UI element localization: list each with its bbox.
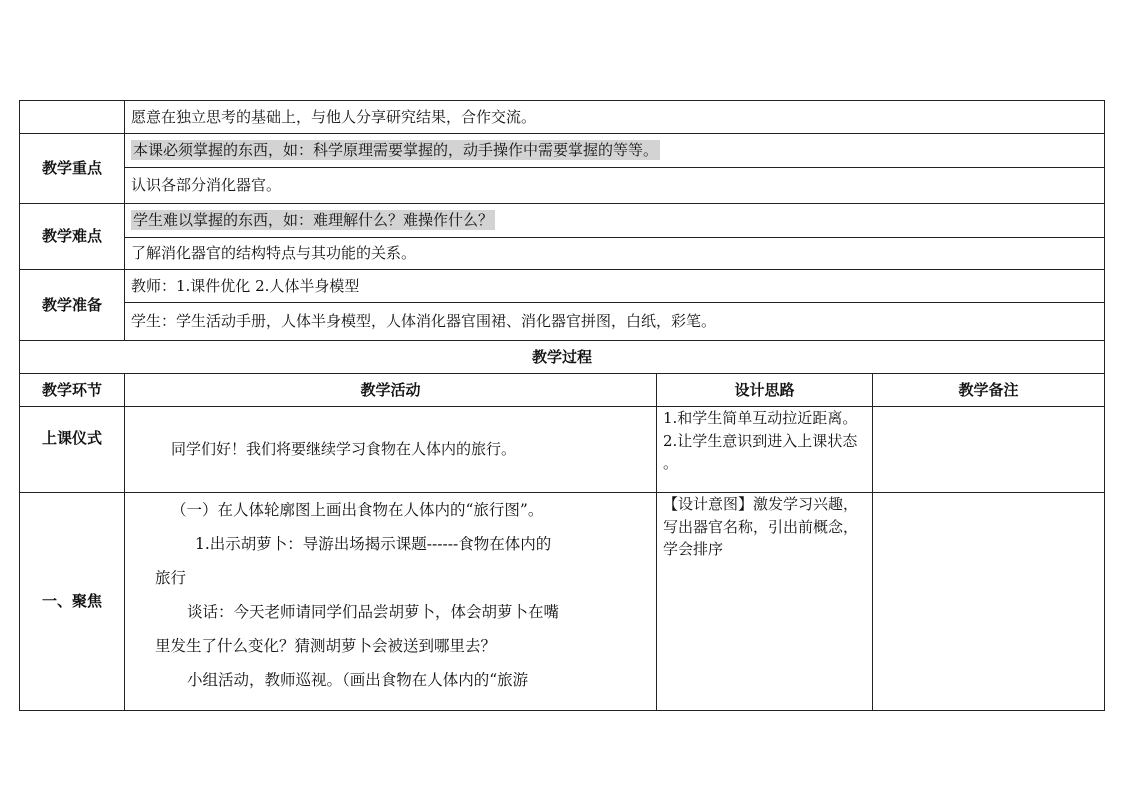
preparation-label: 教学准备: [20, 270, 125, 341]
header-design: 设计思路: [657, 374, 873, 407]
table-row: [20, 101, 1105, 134]
key-points-label: 教学重点: [20, 134, 125, 204]
difficulties-label: 教学难点: [20, 204, 125, 270]
stage1-design: [657, 407, 873, 493]
stage2-design: [657, 493, 873, 711]
key-points-hint-cell: [125, 134, 1105, 168]
stage2-design-line: 写出器官名称，引出前概念，: [663, 517, 859, 536]
empty-label-cell: [20, 101, 125, 134]
difficulties-hint: 学生难以掌握的东西，如：难理解什么？难操作什么？: [133, 211, 494, 230]
stage1-design-line: 1.和学生简单互动拉近距离。: [663, 409, 858, 427]
objective-text: 愿意在独立思考的基础上，与他人分享研究结果，合作交流。: [125, 101, 1105, 134]
stage1-name: 上课仪式: [20, 407, 125, 493]
table-row: [20, 270, 1105, 303]
table-row: [20, 341, 1105, 374]
activity-line: 1.出示胡萝卜：导游出场揭示课题------食物在体内的: [195, 535, 552, 553]
preparation-student: 学生：学生活动手册，人体半身模型，人体消化器官围裙、消化器官拼图，白纸，彩笔。: [125, 303, 1105, 341]
stage1-design-line: 。: [663, 454, 679, 472]
difficulties-content: 了解消化器官的结构特点与其功能的关系。: [125, 238, 1105, 270]
process-title: 教学过程: [20, 341, 1105, 374]
activity-line: 小组活动，教师巡视。（画出食物在人体内的“旅游: [187, 671, 529, 689]
lesson-plan-table: [19, 100, 1105, 711]
stage2-name: 一、聚焦: [20, 493, 125, 711]
table-row: [20, 303, 1105, 341]
header-stage: 教学环节: [20, 374, 125, 407]
table-row: [20, 493, 1105, 711]
table-row: [20, 134, 1105, 168]
activity-line: （一）在人体轮廓图上画出食物在人体内的“旅行图”。: [171, 501, 544, 519]
stage2-design-line: 学会排序: [663, 540, 724, 558]
activity-line: 里发生了什么变化？猜测胡萝卜会被送到哪里去？: [155, 637, 497, 655]
stage1-design-line: 2.让学生意识到进入上课状态: [663, 431, 858, 450]
stage1-notes: [873, 407, 1105, 493]
table-row: [20, 407, 1105, 493]
stage2-activity: [125, 493, 657, 711]
difficulties-hint-cell: [125, 204, 1105, 238]
activity-line: 旅行: [155, 569, 187, 587]
table-row: [20, 374, 1105, 407]
header-notes: 教学备注: [873, 374, 1105, 407]
preparation-teacher: 教师：1.课件优化 2.人体半身模型: [125, 270, 1105, 303]
key-points-content: 认识各部分消化器官。: [125, 168, 1105, 204]
stage2-design-line: 【设计意图】激发学习兴趣，: [663, 495, 859, 513]
table-row: [20, 238, 1105, 270]
table-row: [20, 168, 1105, 204]
stage2-notes: [873, 493, 1105, 711]
activity-line: 谈话：今天老师请同学们品尝胡萝卜，体会胡萝卜在嘴: [187, 603, 560, 621]
table-row: [20, 204, 1105, 238]
key-points-hint: 本课必须掌握的东西，如：科学原理需要掌握的，动手操作中需要掌握的等等。: [133, 141, 659, 160]
header-activity: 教学活动: [125, 374, 657, 407]
stage1-activity: 同学们好！我们将要继续学习食物在人体内的旅行。: [125, 407, 657, 493]
